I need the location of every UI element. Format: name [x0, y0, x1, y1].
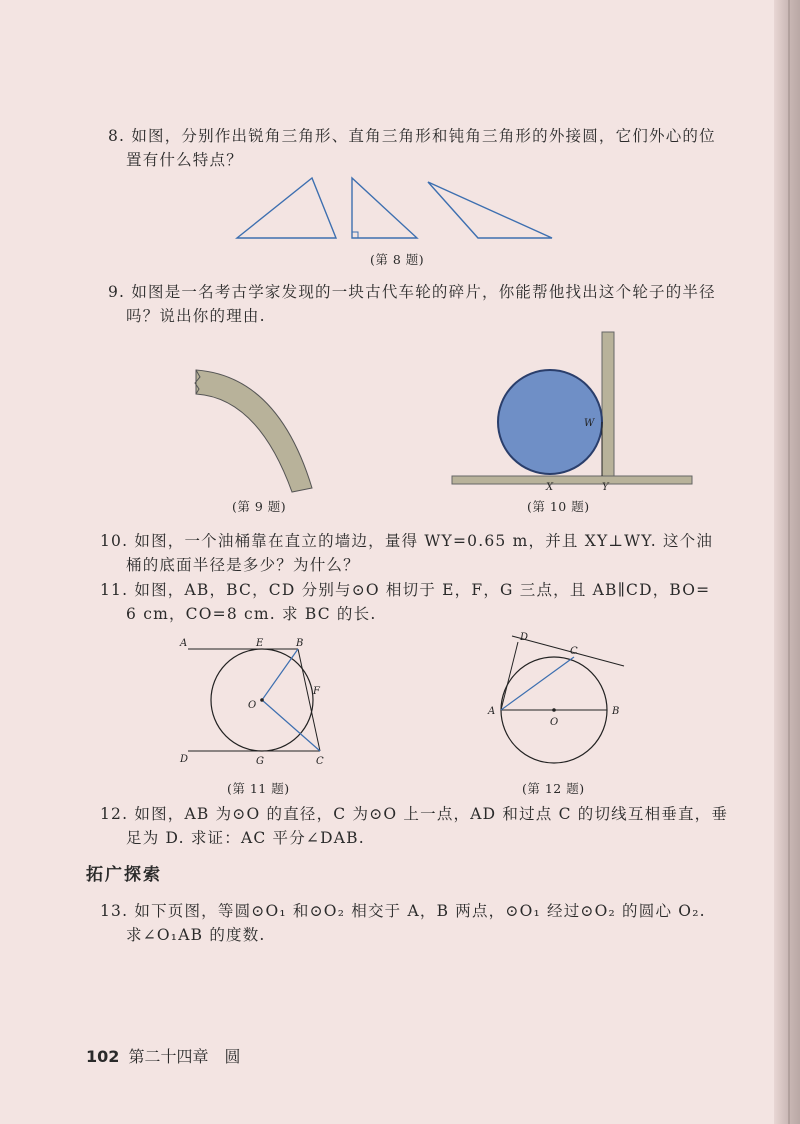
figure-8-caption: (第 8 题)	[370, 252, 425, 267]
center-o	[552, 708, 556, 712]
line-oc	[262, 700, 320, 751]
problem-10-line-1: 10. 如图，一个油桶靠在直立的墙边，量得 WY=0.65 m，并且 XY⊥WY. 这个油	[100, 532, 714, 550]
label-a: A	[488, 706, 496, 717]
label-g: G	[256, 756, 264, 767]
wheel-fragment	[196, 370, 312, 492]
problem-8-line-1: 8. 如图，分别作出锐角三角形、直角三角形和钝角三角形的外接圆，它们外心的位	[108, 127, 716, 145]
chapter-title: 第二十四章 圆	[128, 1047, 241, 1066]
label-a: A	[180, 638, 188, 649]
figure-12-caption: (第 12 题)	[522, 781, 585, 796]
label-c: C	[570, 646, 578, 657]
problem-11-line-2: 6 cm，CO=8 cm. 求 BC 的长.	[126, 605, 377, 623]
problem-8-line-2: 置有什么特点？	[126, 151, 243, 169]
problem-13-line-1: 13. 如下页图，等圆⊙O₁ 和⊙O₂ 相交于 A，B 两点，⊙O₁ 经过⊙O₂ 的圆心 O₂.	[100, 902, 706, 920]
book-spine-shadow	[774, 0, 800, 1124]
label-c: C	[316, 756, 324, 767]
figure-9-caption: (第 9 题)	[232, 499, 287, 514]
problem-9-line-1: 9. 如图是一名考古学家发现的一块古代车轮的碎片，你能帮他找出这个轮子的半径	[108, 283, 716, 301]
figure-12-diameter-circle	[482, 628, 652, 778]
problem-13-line-2: 求∠O₁AB 的度数.	[126, 926, 266, 944]
spine-line	[788, 0, 790, 1124]
label-b: B	[612, 706, 620, 717]
label-e: E	[256, 638, 264, 649]
section-title: 拓广探索	[86, 865, 162, 885]
label-b: B	[296, 638, 304, 649]
label-d: D	[180, 754, 189, 765]
page-footer	[86, 1044, 241, 1067]
figure-10-caption: (第 10 题)	[527, 499, 590, 514]
problem-9-line-2: 吗？说出你的理由.	[126, 307, 266, 325]
figure-9-wheel-fragment	[188, 364, 338, 504]
label-y: Y	[602, 482, 609, 493]
line-bc	[298, 649, 320, 751]
label-o: O	[248, 700, 257, 711]
wall	[602, 332, 614, 482]
label-d: D	[520, 632, 529, 643]
figure-11-caption: (第 11 题)	[227, 781, 290, 796]
problem-12-line-1: 12. 如图，AB 为⊙O 的直径，C 为⊙O 上一点，AD 和过点 C 的切线互相垂直，垂	[100, 805, 729, 823]
label-w: W	[584, 418, 595, 429]
figure-8-triangles	[232, 174, 562, 244]
acute-triangle	[237, 178, 336, 238]
obtuse-triangle	[428, 182, 552, 238]
figure-10-barrel	[452, 330, 692, 493]
problem-12-line-2: 足为 D. 求证：AC 平分∠DAB.	[126, 829, 365, 847]
right-triangle	[352, 178, 417, 238]
ground	[452, 476, 692, 484]
figure-11-tangent-circle	[180, 636, 340, 776]
label-o: O	[550, 717, 559, 728]
center-o	[260, 698, 264, 702]
line-ob	[262, 649, 298, 700]
label-x: X	[546, 482, 554, 493]
page-number: 102	[86, 1047, 120, 1066]
right-angle-mark	[352, 232, 358, 238]
label-f: F	[313, 686, 320, 697]
problem-11-line-1: 11. 如图，AB，BC，CD 分别与⊙O 相切于 E，F，G 三点，且 AB∥CD，BO=	[100, 581, 711, 599]
problem-10-line-2: 桶的底面半径是多少？为什么？	[126, 556, 360, 574]
